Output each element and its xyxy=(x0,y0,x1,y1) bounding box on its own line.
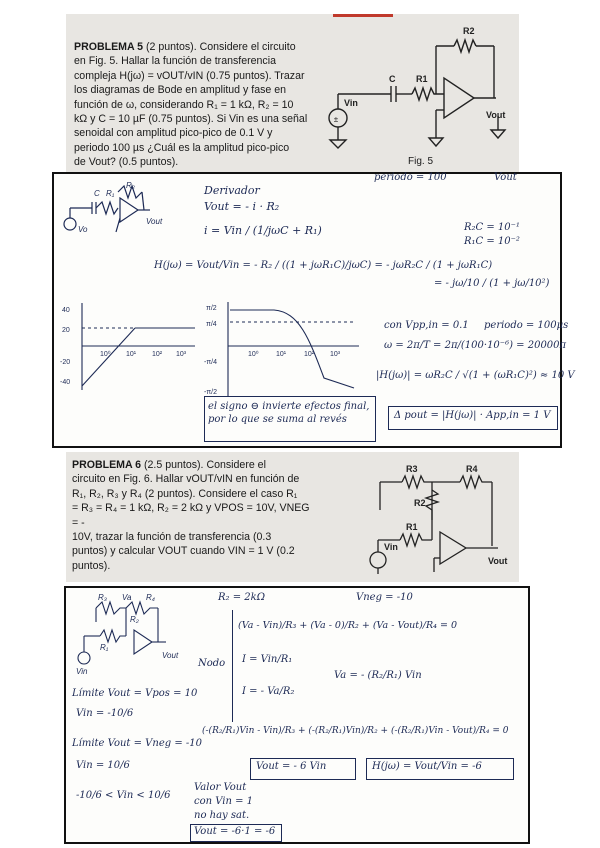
fig6-r2-label: R2 xyxy=(414,498,426,508)
problem5-line: función de ω, considerando R₁ = 1 kΩ, R₂ = 10 xyxy=(74,98,294,111)
solution6-circuit-sketch xyxy=(70,592,188,678)
problem5-line: en Fig. 5. Hallar la función de transferencia xyxy=(74,55,276,68)
header-period: periodo = 100 xyxy=(374,172,447,183)
problem6-line: puntos). xyxy=(72,559,111,572)
fig5-vout-label: Vout xyxy=(486,110,506,120)
x-tick: 10³ xyxy=(176,351,187,358)
eq-answer: Δ pout = |H(jω)| · App,in = 1 V xyxy=(394,410,551,421)
sketch6-vout: Vout xyxy=(162,651,179,660)
note-sign: el signo ⊖ invierte efectos final, por lo que se suma al revés xyxy=(208,401,370,425)
fig6-r1-label: R1 xyxy=(406,522,418,532)
fig6-vin-label: Vin xyxy=(384,542,398,552)
vin-range: -10/6 < Vin < 10/6 xyxy=(76,790,171,801)
limit-vneg: Límite Vout = Vneg = -10 xyxy=(72,738,202,749)
fig6-r4-label: R4 xyxy=(466,464,478,474)
problem5-heading: PROBLEMA 5 xyxy=(74,41,144,53)
eq-transfer-simplified: = - jω/10 / (1 + jω/10²) xyxy=(434,278,550,289)
eq-substituted: (-(R₂/R₁)Vin - Vin)/R₃ + (-(R₂/R₁)Vin)/R₂ + (-(R₂/R₁)Vin - Vout)/R₄ = 0 xyxy=(202,726,509,736)
problem5-panel xyxy=(66,14,519,172)
fig5-vin-label: Vin xyxy=(344,98,358,108)
bode-magnitude-sketch xyxy=(60,298,200,398)
problem5-line: periodo 100 µs ¿Cuál es la amplitud pico-pico xyxy=(74,141,290,154)
eq-i: i = Vin / (1/jωC + R₁) xyxy=(204,224,322,237)
problem6-line: puntos) y calcular VOUT cuando VIN = 1 V (0.2 xyxy=(72,545,295,558)
nodo-label: Nodo xyxy=(198,658,226,669)
fig5-label: Fig. 5 xyxy=(408,156,434,167)
sketch6-vin: Vin xyxy=(76,667,88,676)
eq-periodo: periodo = 100µs xyxy=(484,320,569,331)
problem5-line: senoidal con amplitud pico-pico de 0.1 V y xyxy=(74,127,273,140)
fig5-c-label: C xyxy=(389,74,396,84)
problem5-line: Considere el circuito xyxy=(199,41,296,53)
red-mark xyxy=(333,14,393,17)
x-tick: 10² xyxy=(152,351,163,358)
note-nosat: no hay sat. xyxy=(194,810,250,821)
phase-tick: π/2 xyxy=(206,305,217,312)
sketch-vout: Vout xyxy=(146,217,163,226)
eq-transfer: H(jω) = Vout/Vin = - R₂ / ((1 + jωR₁C)/jωC) = - jωR₂C / (1 + jωR₁C) xyxy=(154,260,493,271)
x-tick: 10² xyxy=(304,351,315,358)
fig5-circuit xyxy=(316,18,516,158)
header-vout: Vout xyxy=(494,172,517,183)
problem5-text xyxy=(74,40,314,170)
fig6-r3-label: R3 xyxy=(406,464,418,474)
x-tick: 10³ xyxy=(330,351,341,358)
eq-r2c: R₂C = 10⁻¹ xyxy=(464,222,520,233)
header-vneg: Vneg = -10 xyxy=(356,592,413,603)
x-tick: 10¹ xyxy=(276,351,287,358)
solution5-note xyxy=(52,172,575,448)
problem6-text xyxy=(72,458,316,573)
eq-omega: ω = 2π/T = 2π/(100·10⁻⁶) = 20000π xyxy=(384,340,567,351)
solution5-circuit-sketch xyxy=(58,182,168,242)
problem6-panel xyxy=(66,452,519,582)
fig5-r1-label: R1 xyxy=(416,74,428,84)
phase-tick: π/4 xyxy=(206,321,217,328)
header-r2: R₂ = 2kΩ xyxy=(218,592,265,603)
eq-result: Vout = - 6 Vin xyxy=(256,761,327,772)
sketch6-r4: R₄ xyxy=(146,593,155,602)
problem5-line: los diagramas de Bode en amplitud y fase en xyxy=(74,84,287,97)
problem6-line: Considere el xyxy=(206,459,266,471)
solution6-note xyxy=(64,586,530,844)
problem6-heading: PROBLEMA 6 xyxy=(72,459,142,471)
bode-phase-sketch xyxy=(204,298,364,402)
note-con: con Vin = 1 xyxy=(194,796,254,807)
derivador-label: Derivador xyxy=(204,184,260,197)
problem5-points: (2 puntos). xyxy=(146,41,197,53)
eq-node: (Va - Vin)/R₃ + (Va - 0)/R₂ + (Va - Vout)/R₄ = 0 xyxy=(238,620,458,631)
x-tick: 10¹ xyxy=(126,351,137,358)
y-tick: 40 xyxy=(62,307,70,314)
note-valor: Valor Vout xyxy=(194,782,247,793)
limit-vin2: Vin = 10/6 xyxy=(76,760,130,771)
phase-tick: -π/4 xyxy=(204,359,217,366)
source-plus: ± xyxy=(333,115,339,124)
problem6-line: R₁, R₂, R₃ y R₄ (2 puntos). Considere el caso R₁ xyxy=(72,487,298,500)
eq-current1: I = Vin/R₁ xyxy=(242,654,293,665)
eq-magnitude: |H(jω)| = ωR₂C / √(1 + (ωR₁C)²) ≈ 10 V xyxy=(376,370,575,381)
eq-current2: I = - Va/R₂ xyxy=(242,686,295,697)
sketch-vo: Vo xyxy=(78,225,88,234)
fig6-circuit xyxy=(320,460,515,578)
sketch6-r1: R₁ xyxy=(100,643,109,652)
problem5-line: de Vout? (0.5 puntos). xyxy=(74,156,179,169)
x-tick: 10⁰ xyxy=(248,351,259,358)
problem6-line: circuito en Fig. 6. Hallar vOUT/vIN en función de xyxy=(72,473,300,486)
problem6-points: (2.5 puntos). xyxy=(144,459,204,471)
fig6-vout-label: Vout xyxy=(488,556,508,566)
eq-final: Vout = -6·1 = -6 xyxy=(194,826,276,837)
sketch6-r2: R₂ xyxy=(130,615,139,624)
limit-vpos: Límite Vout = Vpos = 10 xyxy=(72,688,198,699)
phase-tick: -π/2 xyxy=(204,389,217,396)
sketch6-va: Va xyxy=(122,593,132,602)
eq-vout: Vout = - i · R₂ xyxy=(204,200,280,213)
sketch-r2: R₂ xyxy=(126,182,135,190)
problem6-line: = R₃ = R₄ = 1 kΩ, R₂ = 2 kΩ y VPOS = 10V, VNEG = - xyxy=(72,502,310,529)
problem5-line: kΩ y C = 10 µF (0.75 puntos). Si Vin es una señal xyxy=(74,113,308,126)
limit-vin1: Vin = -10/6 xyxy=(76,708,134,719)
y-tick: 20 xyxy=(62,327,70,334)
sketch-c: C xyxy=(94,189,100,198)
problem6-line: 10V, trazar la función de transferencia (0.3 xyxy=(72,531,272,544)
eq-transfer6: H(jω) = Vout/Vin = -6 xyxy=(372,761,482,772)
y-tick: -20 xyxy=(60,359,71,366)
y-tick: -40 xyxy=(60,379,71,386)
fig5-r2-label: R2 xyxy=(463,26,475,36)
sketch-r1: R₁ xyxy=(106,189,115,198)
sketch6-r3: R₃ xyxy=(98,593,107,602)
problem5-line: compleja H(jω) = vOUT/vIN (0.75 puntos). Trazar xyxy=(74,69,305,82)
eq-r1c: R₁C = 10⁻² xyxy=(464,236,520,247)
x-tick: 10⁰ xyxy=(100,351,111,358)
eq-va: Va = - (R₂/R₁) Vin xyxy=(334,670,422,681)
eq-vpp: con Vpp,in = 0.1 xyxy=(384,320,469,331)
